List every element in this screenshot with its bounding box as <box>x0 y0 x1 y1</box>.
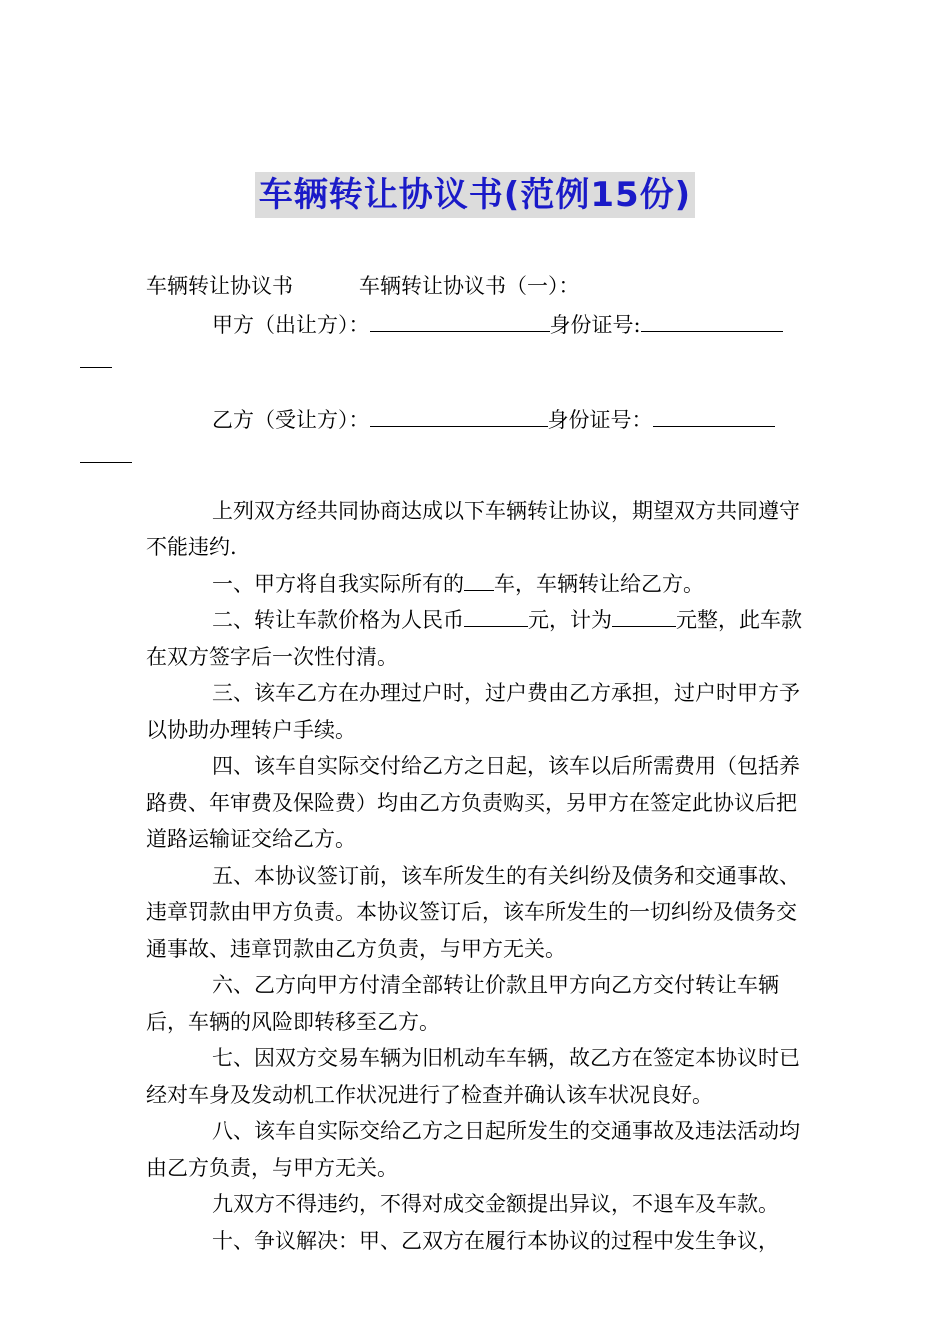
vehicle-blank[interactable] <box>464 570 494 591</box>
document-title: 车辆转让协议书(范例15份) <box>255 172 695 218</box>
party-a-id-label: 身份证号: <box>549 312 641 337</box>
party-b-id-blank[interactable] <box>653 406 775 427</box>
clause-4: 四、该车自实际交付给乙方之日起，该车以后所需费用（包括养路费、年审费及保险费）均由乙方负责购买，另甲方在签定此协议后把道路运输证交给乙方。 <box>146 754 800 851</box>
party-b-name-blank[interactable] <box>370 406 548 427</box>
party-a-id-blank-cont[interactable] <box>80 347 112 368</box>
clause-3: 三、该车乙方在办理过户时，过户费由乙方承担，过户时甲方予以协助办理转户手续。 <box>146 681 800 742</box>
party-a-id-blank[interactable] <box>641 311 783 332</box>
intro-right: 车辆转让协议书（一）： <box>359 274 580 298</box>
document-body <box>146 268 806 1259</box>
clause-2-part3: 元整，此车款在双方签字后一次性付清。 <box>146 608 802 669</box>
party-a-line <box>146 307 806 380</box>
party-b-id-blank-cont[interactable] <box>80 442 132 463</box>
clause-2 <box>146 602 806 675</box>
clause-5: 五、本协议签订前，该车所发生的有关纠纷及债务和交通事故、违章罚款由甲方负责。本协议签订后，该车所发生的一切纠纷及债务交通事故、违章罚款由乙方负责，与甲方无关。 <box>146 863 800 961</box>
clause-8: 八、该车自实际交给乙方之日起所发生的交通事故及违法活动均由乙方负责，与甲方无关。 <box>146 1119 800 1180</box>
price-blank[interactable] <box>464 606 528 627</box>
preamble: 上列双方经共同协商达成以下车辆转让协议，期望双方共同遵守不能违约. <box>146 498 800 559</box>
clause-2-part1: 二、转让车款价格为人民币 <box>212 608 464 632</box>
clause-1-after: 车，车辆转让给乙方。 <box>494 571 704 596</box>
price-words-blank[interactable] <box>612 606 676 627</box>
intro-left: 车辆转让协议书 <box>146 274 293 298</box>
party-b-id-label: 身份证号： <box>547 407 653 432</box>
clause-10: 十、争议解决：甲、乙双方在履行本协议的过程中发生争议， <box>212 1228 779 1253</box>
clause-2-part2: 元，计为 <box>528 608 612 632</box>
party-b-line <box>146 402 806 475</box>
clause-9: 九双方不得违约，不得对成交金额提出异议，不退车及车款。 <box>212 1192 779 1216</box>
clause-1 <box>146 566 806 603</box>
intro-line <box>146 268 806 305</box>
clause-1-before: 一、甲方将自我实际所有的 <box>212 571 464 596</box>
party-a-name-blank[interactable] <box>370 311 550 332</box>
clause-6: 六、乙方向甲方付清全部转让价款且甲方向乙方交付转让车辆后，车辆的风险即转移至乙方。 <box>146 973 779 1034</box>
party-b-label: 乙方（受让方）： <box>212 407 370 432</box>
party-a-label: 甲方（出让方）： <box>212 312 370 337</box>
clause-7: 七、因双方交易车辆为旧机动车车辆，故乙方在签定本协议时已经对车身及发动机工作状况进行了检查并确认该车状况良好。 <box>146 1046 800 1107</box>
document-title-wrap <box>0 172 950 218</box>
